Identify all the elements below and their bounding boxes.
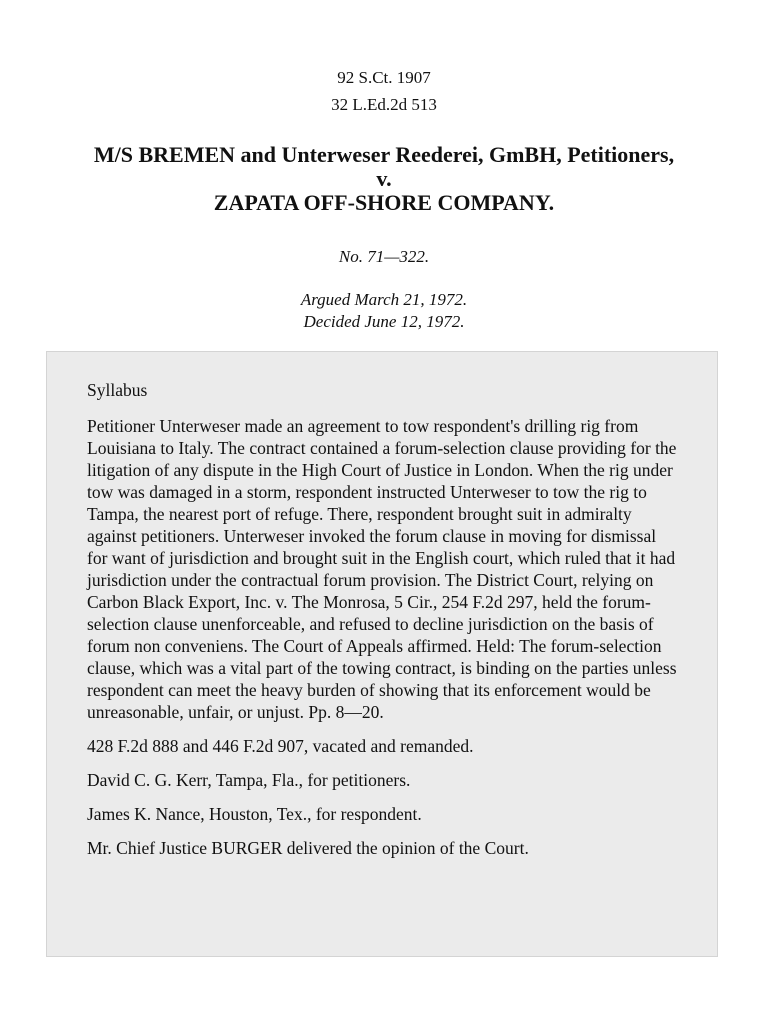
- docket-number: No. 71—322.: [338, 247, 430, 266]
- syllabus-summary: Petitioner Unterweser made an agreement to tow respondent's drilling rig from Louisiana to Italy. The contract contained a forum-selection clause providing for the litigation of any dispute in the High Court of Justice in London. When the rig under tow was damaged in a storm, respondent instructed Unterweser to tow the rig to Tampa, the nearest port of refuge. There, respondent brought suit in admiralty against petitioners. Unterweser invoked the forum clause in moving for dismissal for want of jurisdiction and brought suit in the English court, which ruled that it had jurisdiction under the contractual forum provision. The District Court, relying on Carbon Black Export, Inc. v. The Monrosa, 5 Cir., 254 F.2d 297, held the forum-selection clause unenforceable, and refused to decline jurisdiction on the basis of forum non conveniens. The Court of Appeals affirmed. Held: The forum-selection clause, which was a vital part of the towing contract, is binding on the parties unless respondent can meet the heavy burden of showing that its enforcement would be unreasonable, unfair, or unjust. Pp. 8—20.: [87, 416, 677, 722]
- caption-versus: v.: [376, 166, 392, 191]
- supreme-court-reporter-citation: 92 S.Ct. 1907: [337, 68, 431, 87]
- syllabus-heading: Syllabus: [87, 380, 148, 400]
- counsel-petitioners: David C. G. Kerr, Tampa, Fla., for petitioners.: [87, 770, 411, 790]
- decided-date: Decided June 12, 1972.: [303, 312, 465, 331]
- opinion-author-line: Mr. Chief Justice BURGER delivered the opinion of the Court.: [87, 838, 529, 858]
- case-dates: [0, 289, 768, 333]
- syllabus-panel: [46, 351, 718, 957]
- case-caption: [0, 143, 768, 215]
- caption-respondent: ZAPATA OFF-SHORE COMPANY.: [213, 190, 555, 215]
- syllabus-disposition: 428 F.2d 888 and 446 F.2d 907, vacated and remanded.: [87, 736, 474, 756]
- citation-block: [0, 64, 768, 118]
- counsel-respondent: James K. Nance, Houston, Tex., for respondent.: [87, 804, 422, 824]
- lawyers-edition-citation: 32 L.Ed.2d 513: [331, 95, 437, 114]
- argued-date: Argued March 21, 1972.: [300, 290, 468, 309]
- caption-petitioners: M/S BREMEN and Unterweser Reederei, GmBH, Petitioners,: [93, 142, 675, 167]
